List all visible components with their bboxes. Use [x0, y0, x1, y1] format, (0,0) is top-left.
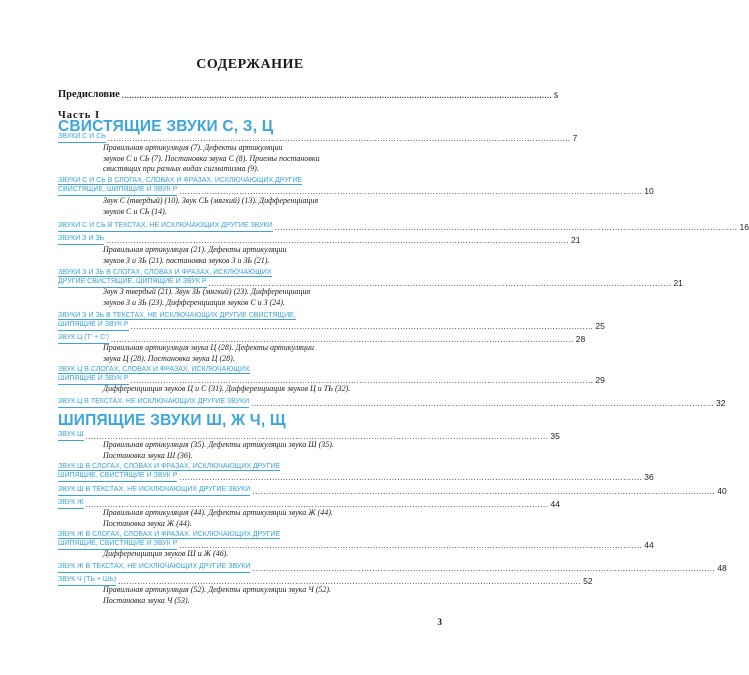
- desc-line: Постановка звука Ш (36).: [103, 450, 193, 460]
- toc-entry: [58, 366, 441, 375]
- entry-page: 52: [583, 576, 593, 586]
- entry-label: ЗВУК Ш В ТЕКСТАХ, НЕ ИСКЛЮЧАЮЩИХ ДРУГИЕ ЗВУКИ: [58, 486, 250, 496]
- leader-dots: ..........................................................................................................................................................................: [85, 431, 549, 441]
- entry-label: ЗВУК Ш В СЛОГАХ, СЛОВАХ И ФРАЗАХ, ИСКЛЮЧАЮЩИХ ДРУГИЕ: [58, 463, 281, 470]
- leader-dots: ..........................................................................................................................................................................: [110, 334, 574, 344]
- leader-dots: ..........................................................................................................................................................................: [106, 235, 569, 245]
- entry-description: [103, 245, 433, 266]
- entry-page: 25: [595, 321, 605, 331]
- entry-label: ЗВУКИ С И СЬ В ТЕКСТАХ, НЕ ИСКЛЮЧАЮЩИХ ДРУГИЕ ЗВУКИ: [58, 222, 273, 232]
- entry-page: 36: [644, 472, 654, 482]
- entry-label: ЗВУК Ш: [58, 431, 84, 441]
- page-number: 3: [437, 617, 442, 627]
- entry-label: ШИПЯЩИЕ, СВИСТЯЩИЕ И ЗВУК Р: [58, 472, 177, 482]
- entry-description: [103, 549, 433, 560]
- entry-label: ДРУГИЕ СВИСТЯЩИЕ, ШИПЯЩИЕ И ЗВУК Р: [58, 278, 207, 288]
- entry-label: ЗВУК Ц В СЛОГАХ, СЛОВАХ И ФРАЗАХ, ИСКЛЮЧАЮЩИХ: [58, 366, 250, 373]
- entry-description: [103, 585, 433, 606]
- entry-page: 35: [550, 431, 560, 441]
- preface-entry: [58, 89, 559, 100]
- entry-label: ЗВУК Ч (ТЬ + ШЬ): [58, 576, 116, 586]
- leader-dots: ..........................................................................................................................................................................: [118, 576, 582, 586]
- entry-label: ЗВУКИ С И СЬ: [58, 133, 106, 143]
- entry-page: 44: [644, 540, 654, 550]
- entry-page: 16: [739, 222, 749, 232]
- entry-label: ЗВУК Ж В ТЕКСТАХ, НЕ ИСКЛЮЧАЮЩИХ ДРУГИЕ ЗВУКИ: [58, 563, 250, 573]
- desc-line: Звук З твердый (21). Звук ЗЬ (мягкий) (23). Дифференциация: [103, 287, 311, 296]
- desc-line: Дифференциация звуков Ц и С (31). Дифференциация звуков Ц и ТЬ (32).: [103, 384, 351, 393]
- desc-line: Правильная артикуляция (44). Дефекты артикуляции звука Ж (44).: [103, 508, 333, 517]
- leader-dots: ..........................................................................................................................................................................: [85, 499, 549, 509]
- part-heading: Часть I: [58, 110, 101, 121]
- desc-line: Правильная артикуляция (52). Дефекты артикуляции звука Ч (52).: [103, 585, 332, 594]
- entry-page: 28: [575, 334, 586, 344]
- preface-page: 5: [553, 90, 559, 100]
- entry-label: ЗВУКИ З И ЗЬ В ТЕКСТАХ, НЕ ИСКЛЮЧАЮЩИХ ДРУГИЕ СВИСТЯЩИЕ,: [58, 312, 296, 319]
- entry-label: ШИПЯЩИЕ И ЗВУК Р: [58, 321, 129, 331]
- leader-dots: ..........................................................................................................................................................................: [251, 398, 715, 408]
- entry-label: ЗВУК Ж В СЛОГАХ, СЛОВАХ И ФРАЗАХ, ИСКЛЮЧАЮЩИХ ДРУГИЕ: [58, 531, 281, 538]
- leader-dots: ..........................................................................................................................................................................: [179, 540, 643, 550]
- entry-description: [103, 196, 433, 217]
- entry-description: [103, 384, 433, 395]
- entry-page: 48: [717, 563, 727, 573]
- toc-entry: [58, 563, 727, 573]
- desc-line: свистящих при разных видах сигматизма (9).: [103, 164, 259, 173]
- entry-description: [103, 143, 433, 175]
- entry-label: ЗВУКИ З И ЗЬ В СЛОГАХ, СЛОВАХ И ФРАЗАХ, ИСКЛЮЧАЮЩИХ: [58, 269, 272, 276]
- toc-entry-continued: [58, 472, 654, 482]
- leader-dots: ..........................................................................................................................................................................: [274, 222, 738, 232]
- leader-dots: ............................................................................................................................................................................: [121, 91, 552, 100]
- desc-line: Звук С (твердый) (10). Звук СЬ (мягкий) (13). Дифференциация: [103, 196, 319, 205]
- entry-page: 44: [550, 499, 560, 509]
- section-heading-hissing: ШИПЯЩИЕ ЗВУКИ Ш, Ж Ч, Щ: [58, 412, 286, 429]
- leader-dots: ..........................................................................................................................................................................: [208, 278, 672, 288]
- desc-line: Дифференциация звуков Ш и Ж (46).: [103, 549, 229, 558]
- desc-line: звуков С и СЬ (7). Постановка звука С (8). Приемы постановки: [103, 153, 320, 163]
- leader-dots: ..........................................................................................................................................................................: [252, 486, 716, 496]
- toc-entry: [58, 531, 441, 540]
- toc-entry: [58, 235, 581, 245]
- entry-label: ЗВУКИ С И СЬ В СЛОГАХ, СЛОВАХ И ФРАЗАХ, ИСКЛЮЧАЮЩИХ ДРУГИЕ: [58, 177, 303, 184]
- desc-line: звука Ц (28). Постановка звука Ц (28).: [103, 353, 235, 363]
- entry-label: ШИПЯЩИЕ И ЗВУК Р: [58, 375, 129, 385]
- entry-label: ЗВУК Ц В ТЕКСТАХ, НЕ ИСКЛЮЧАЮЩИХ ДРУГИЕ ЗВУКИ: [58, 398, 249, 408]
- desc-line: звуков З и ЗЬ (21). постановка звуков З и ЗЬ (21).: [103, 255, 270, 265]
- leader-dots: ..........................................................................................................................................................................: [179, 472, 643, 482]
- toc-entry: [58, 312, 441, 321]
- toc-entry: [58, 486, 727, 496]
- leader-dots: ..........................................................................................................................................................................: [130, 375, 594, 385]
- toc-entry-continued: [58, 186, 654, 196]
- entry-page: 21: [571, 235, 581, 245]
- entry-label: ЗВУК Ц (Т' + С'): [58, 334, 109, 344]
- toc-entry: [58, 269, 441, 278]
- entry-label: ЗВУКИ З И ЗЬ: [58, 235, 104, 245]
- toc-entry-continued: [58, 321, 605, 331]
- entry-description: [103, 287, 433, 308]
- toc-entry: [58, 398, 726, 408]
- toc-entry: [58, 463, 441, 472]
- toc-entry: [58, 177, 441, 186]
- preface-label: Предисловие: [58, 89, 120, 100]
- desc-line: Правильная артикуляция (35). Дефекты артикуляции звука Ш (35).: [103, 440, 334, 449]
- entry-label: ШИПЯЩИЕ, СВИСТЯЩИЕ И ЗВУК Р: [58, 540, 177, 550]
- desc-line: Правильная артикуляция звука Ц (28). Дефекты артикуляции: [103, 343, 314, 352]
- leader-dots: ..........................................................................................................................................................................: [107, 133, 571, 143]
- entry-label: ЗВУК Ж: [58, 499, 84, 509]
- desc-line: Постановка звука Ж (44).: [103, 518, 192, 528]
- entry-page: 29: [595, 375, 605, 385]
- desc-line: звуков З и ЗЬ (23). Дифференциация звуков С и З (24).: [103, 297, 285, 307]
- desc-line: Постановка звука Ч (53).: [103, 595, 190, 605]
- desc-line: звуков С и СЬ (14).: [103, 206, 167, 216]
- entry-page: 32: [716, 398, 726, 408]
- entry-page: 7: [572, 133, 578, 143]
- entry-page: 40: [717, 486, 727, 496]
- toc-entry: [58, 222, 749, 232]
- entry-page: 10: [644, 186, 654, 196]
- desc-line: Правильная артикуляция (7). Дефекты артикуляции: [103, 143, 283, 152]
- leader-dots: ..........................................................................................................................................................................: [179, 186, 643, 196]
- entry-label: СВИСТЯЩИЕ, ШИПЯЩИЕ И ЗВУК Р: [58, 186, 177, 196]
- leader-dots: ..........................................................................................................................................................................: [130, 321, 594, 331]
- toc-entry: [58, 133, 578, 143]
- entry-description: [103, 508, 433, 529]
- desc-line: Правильная артикуляция (21). Дефекты артикуляции: [103, 245, 287, 254]
- leader-dots: ..........................................................................................................................................................................: [252, 563, 716, 573]
- page-title: СОДЕРЖАНИЕ: [196, 57, 304, 72]
- entry-page: 21: [673, 278, 683, 288]
- entry-description: [103, 343, 433, 364]
- section-heading-whistling: СВИСТЯЩИЕ ЗВУКИ С, З, Ц: [58, 118, 274, 135]
- entry-description: [103, 440, 433, 461]
